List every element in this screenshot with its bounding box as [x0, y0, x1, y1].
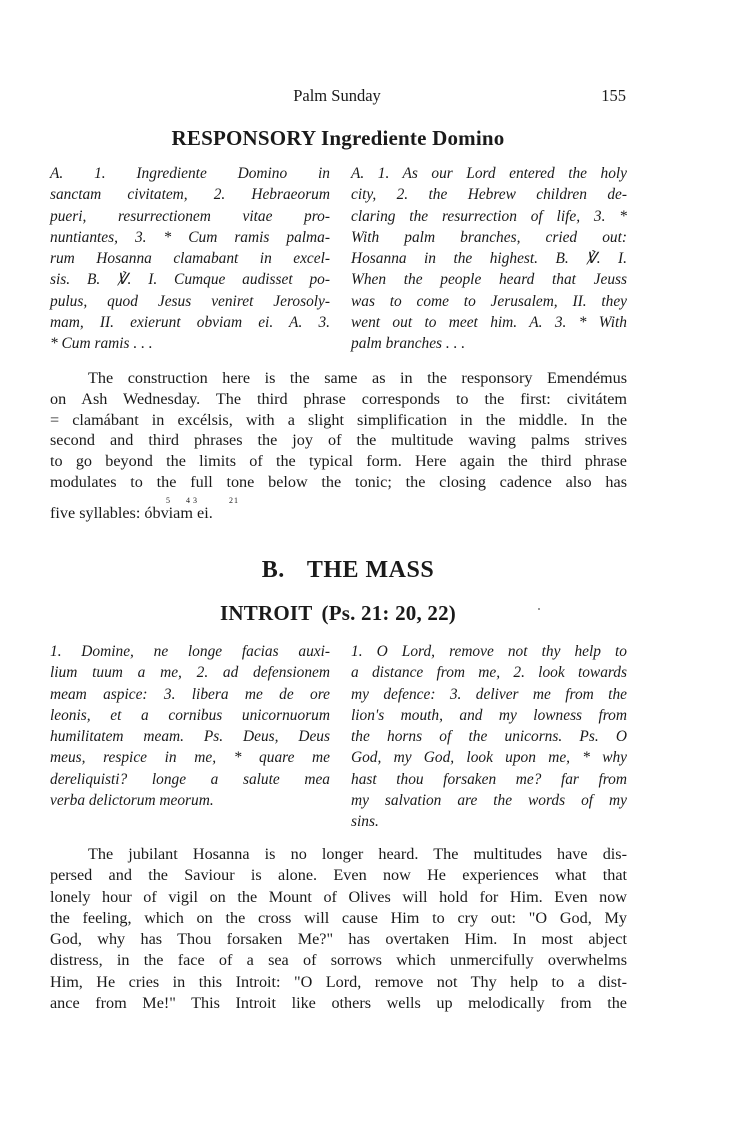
- text-line: palm branches . . .: [351, 335, 466, 353]
- text-line: pueri, resurrectionem vitae pro-: [50, 207, 330, 225]
- text-line: my defence: 3. deliver me from the: [351, 685, 627, 703]
- text-line: was to come to Jerusalem, II. they: [351, 292, 627, 310]
- text-line: rum Hosanna clamabant in excel-: [50, 250, 330, 268]
- text-line: 1. O Lord, remove not thy help to: [351, 643, 627, 660]
- text-line: verba delictorum meorum.: [50, 792, 214, 810]
- text-line: city, 2. the Hebrew children de-: [351, 186, 627, 204]
- text-line: lonely hour of vigil on the Mount of Olives will hold for Him. Even now: [50, 887, 627, 906]
- text-line: nuntiantes, 3. * Cum ramis palma-: [50, 228, 330, 246]
- text-line: to go beyond the limits of the typical form. Here again the third phrase: [50, 452, 627, 471]
- syllable-numeral: 2: [229, 496, 233, 505]
- text-line: humilitatem meam. Ps. Deus, Deus: [50, 728, 330, 746]
- text-line: * Cum ramis . . .: [50, 335, 153, 353]
- text-line: persed and the Saviour is alone. Even now He experiences what that: [50, 866, 627, 885]
- syllable-numeral: 1: [234, 496, 238, 505]
- commentary-paragraph-1: [50, 368, 627, 524]
- introit-latin-column: [50, 641, 330, 811]
- text-line: lium tuum a me, 2. ad defensionem: [50, 664, 330, 682]
- syllable-numeral: 4: [186, 496, 190, 505]
- text-line: on Ash Wednesday. The third phrase corresponds to the first: civitátem: [50, 389, 627, 408]
- running-head: [0, 86, 744, 108]
- text-line: dereliquisti? longe a salute mea: [50, 770, 330, 788]
- introit-heading: [0, 601, 676, 626]
- responsory-latin-column: [50, 163, 330, 355]
- text-line: the feeling, which on the cross will cause Him to cry out: "O God, My: [50, 908, 627, 927]
- introit-reference: (Ps. 21: 20, 22): [321, 601, 456, 625]
- text-line: sanctam civitatem, 2. Hebraeorum: [50, 186, 330, 204]
- text-line: lion's mouth, and my lowness from: [351, 706, 627, 724]
- commentary-paragraph-2: [50, 844, 627, 1014]
- text-line: God, why has Thou forsaken Me?" has overtaken Him. In most abject: [50, 930, 627, 949]
- text-line: The jubilant Hosanna is no longer heard. The multitudes have dis-: [88, 845, 627, 863]
- text-line: God, my God, look upon me, * why: [351, 749, 627, 767]
- text-line: hast thou forsaken me? far from: [351, 770, 627, 788]
- text-line: leonis, et a cornibus unicornuorum: [50, 706, 330, 724]
- mass-heading-letter: B.: [261, 557, 285, 583]
- text-line: went out to meet him. A. 3. * With: [351, 314, 627, 332]
- introit-english-column: [351, 641, 627, 833]
- text-line: modulates to the full tone below the tonic; the closing cadence also has: [50, 472, 627, 491]
- text-line: A. 1. As our Lord entered the holy: [351, 165, 627, 182]
- text-line: With palm branches, cried out:: [351, 228, 627, 246]
- introit-heading-title: INTROIT: [220, 601, 313, 625]
- scan-speck: [538, 608, 540, 610]
- text-line: A. 1. Ingrediente Domino in: [50, 165, 330, 182]
- text-line: distress, in the face of a sea of sorrows which unmercifully overwhelms: [50, 951, 627, 970]
- text-line: claring the resurrection of life, 3. *: [351, 207, 627, 225]
- text-line: Hosanna in the highest. B. ℣. I.: [351, 250, 627, 268]
- text-line: sis. B. ℣. I. Cumque audisset po-: [50, 271, 330, 289]
- text-line: my salvation are the words of my: [351, 792, 627, 810]
- text-line: When the people heard that Jeuss: [351, 271, 627, 289]
- text-line: five syllables: óbviam ei.: [50, 503, 213, 522]
- mass-heading: [0, 557, 696, 584]
- page-number: 155: [601, 86, 626, 105]
- syllable-numeral: 5: [166, 496, 170, 505]
- text-line: meam aspice: 3. libera me de ore: [50, 685, 330, 703]
- text-line: mam, II. exierunt obviam ei. A. 3.: [50, 314, 330, 332]
- running-title: Palm Sunday: [293, 86, 381, 105]
- text-line: 1. Domine, ne longe facias auxi-: [50, 643, 330, 660]
- responsory-heading: RESPONSORY Ingrediente Domino: [171, 126, 505, 150]
- text-line: a distance from me, 2. look towards: [351, 664, 627, 682]
- text-line: second and third phrases the joy of the multitude waving palms strives: [50, 431, 627, 450]
- mass-heading-text: THE MASS: [306, 557, 435, 583]
- syllable-numeral: 3: [193, 496, 197, 505]
- text-line: sins.: [351, 813, 379, 831]
- text-line: Him, He cries in this Introit: "O Lord, remove not Thy help to a dist-: [50, 972, 627, 991]
- text-line: pulus, quod Jesus veniret Jerosoly-: [50, 292, 330, 310]
- text-line: The construction here is the same as in the responsory Emendémus: [88, 369, 627, 387]
- text-line: = clamábant in excélsis, with a slight simplification in the middle. In the: [50, 410, 627, 429]
- text-line: meus, respice in me, * quare me: [50, 749, 330, 767]
- text-line: ance from Me!" This Introit like others wells up melodically from the: [50, 994, 627, 1013]
- responsory-english-column: [351, 163, 627, 355]
- text-line: the horns of the unicorns. Ps. O: [351, 728, 627, 746]
